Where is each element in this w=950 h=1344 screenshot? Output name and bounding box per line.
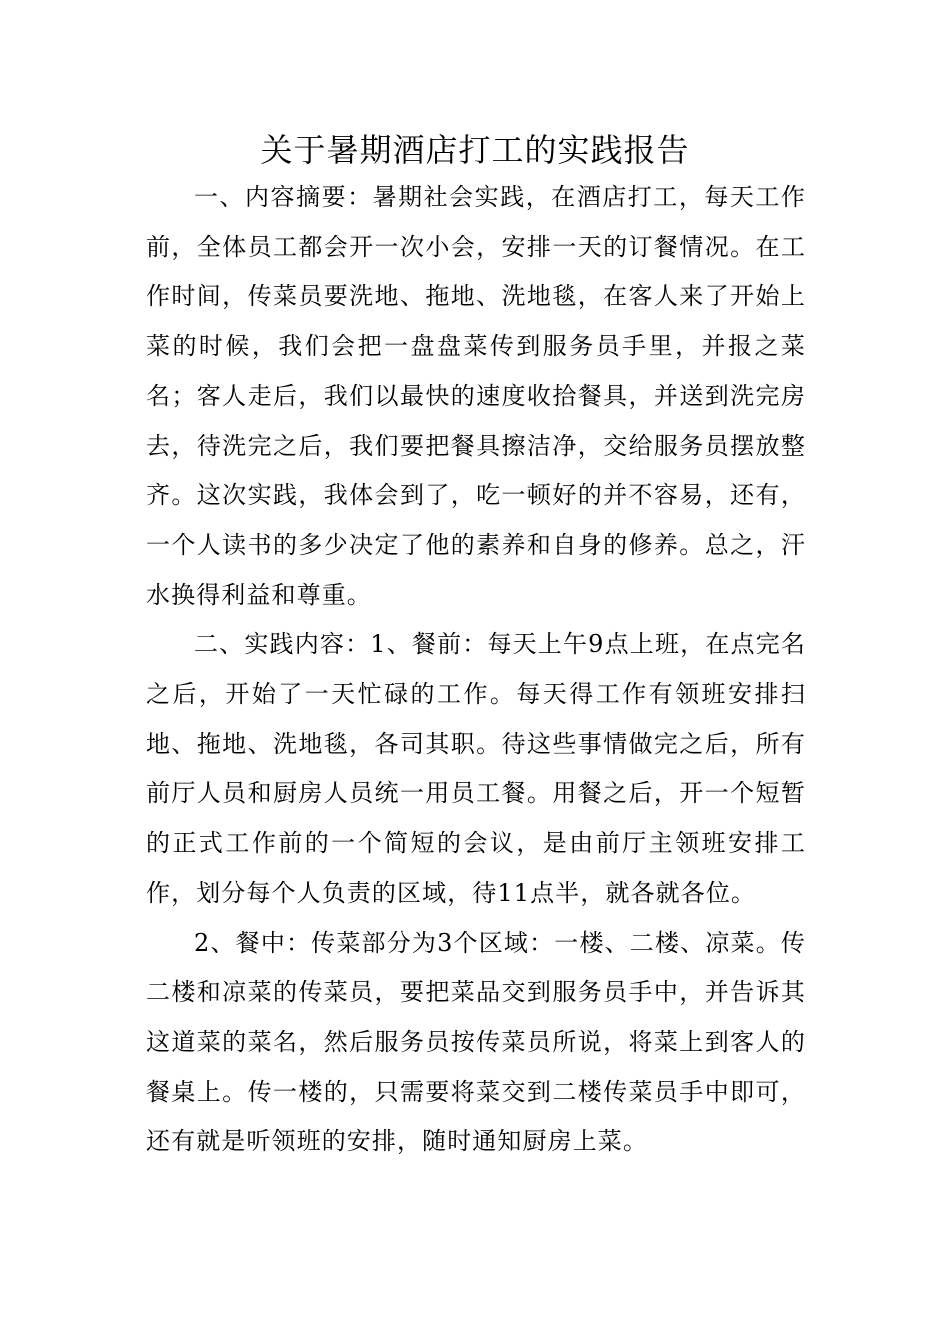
paragraph-during-meal: 2、餐中：传菜部分为3个区域：一楼、二楼、凉菜。传二楼和凉菜的传菜员，要把菜品交到服务员手中，并告诉其这道菜的菜名，然后服务员按传菜员所说，将菜上到客人的餐桌上。传一楼的，只需要将菜交到二楼传菜员手中即可，还有就是听领班的安排，随时通知厨房上菜。 (146, 928, 806, 1156)
document-title: 关于暑期酒店打工的实践报告 (260, 131, 690, 169)
paragraph-summary: 一、内容摘要：暑期社会实践，在酒店打工，每天工作前，全体员工都会开一次小会，安排一天的订餐情况。在工作时间，传菜员要洗地、拖地、洗地毯，在客人来了开始上菜的时候，我们会把一盘盘菜传到服务员手里，并报之菜名；客人走后，我们以最快的速度收拾餐具，并送到洗完房去，待洗完之后，我们要把餐具擦洁净，交给服务员摆放整齐。这次实践，我体会到了，吃一顿好的并不容易，还有，一个人读书的多少决定了他的素养和自身的修养。总之，汗水换得利益和尊重。 (146, 183, 806, 609)
paragraph-practice-content: 二、实践内容：1、餐前：每天上午9点上班，在点完名之后，开始了一天忙碌的工作。每天得工作有领班安排扫地、拖地、洗地毯，各司其职。待这些事情做完之后，所有前厅人员和厨房人员统一用员工餐。用餐之后，开一个短暂的正式工作前的一个简短的会议，是由前厅主领班安排工作，划分每个人负责的区域，待11点半，就各就各位。 (146, 630, 806, 907)
document-body (146, 173, 806, 1167)
